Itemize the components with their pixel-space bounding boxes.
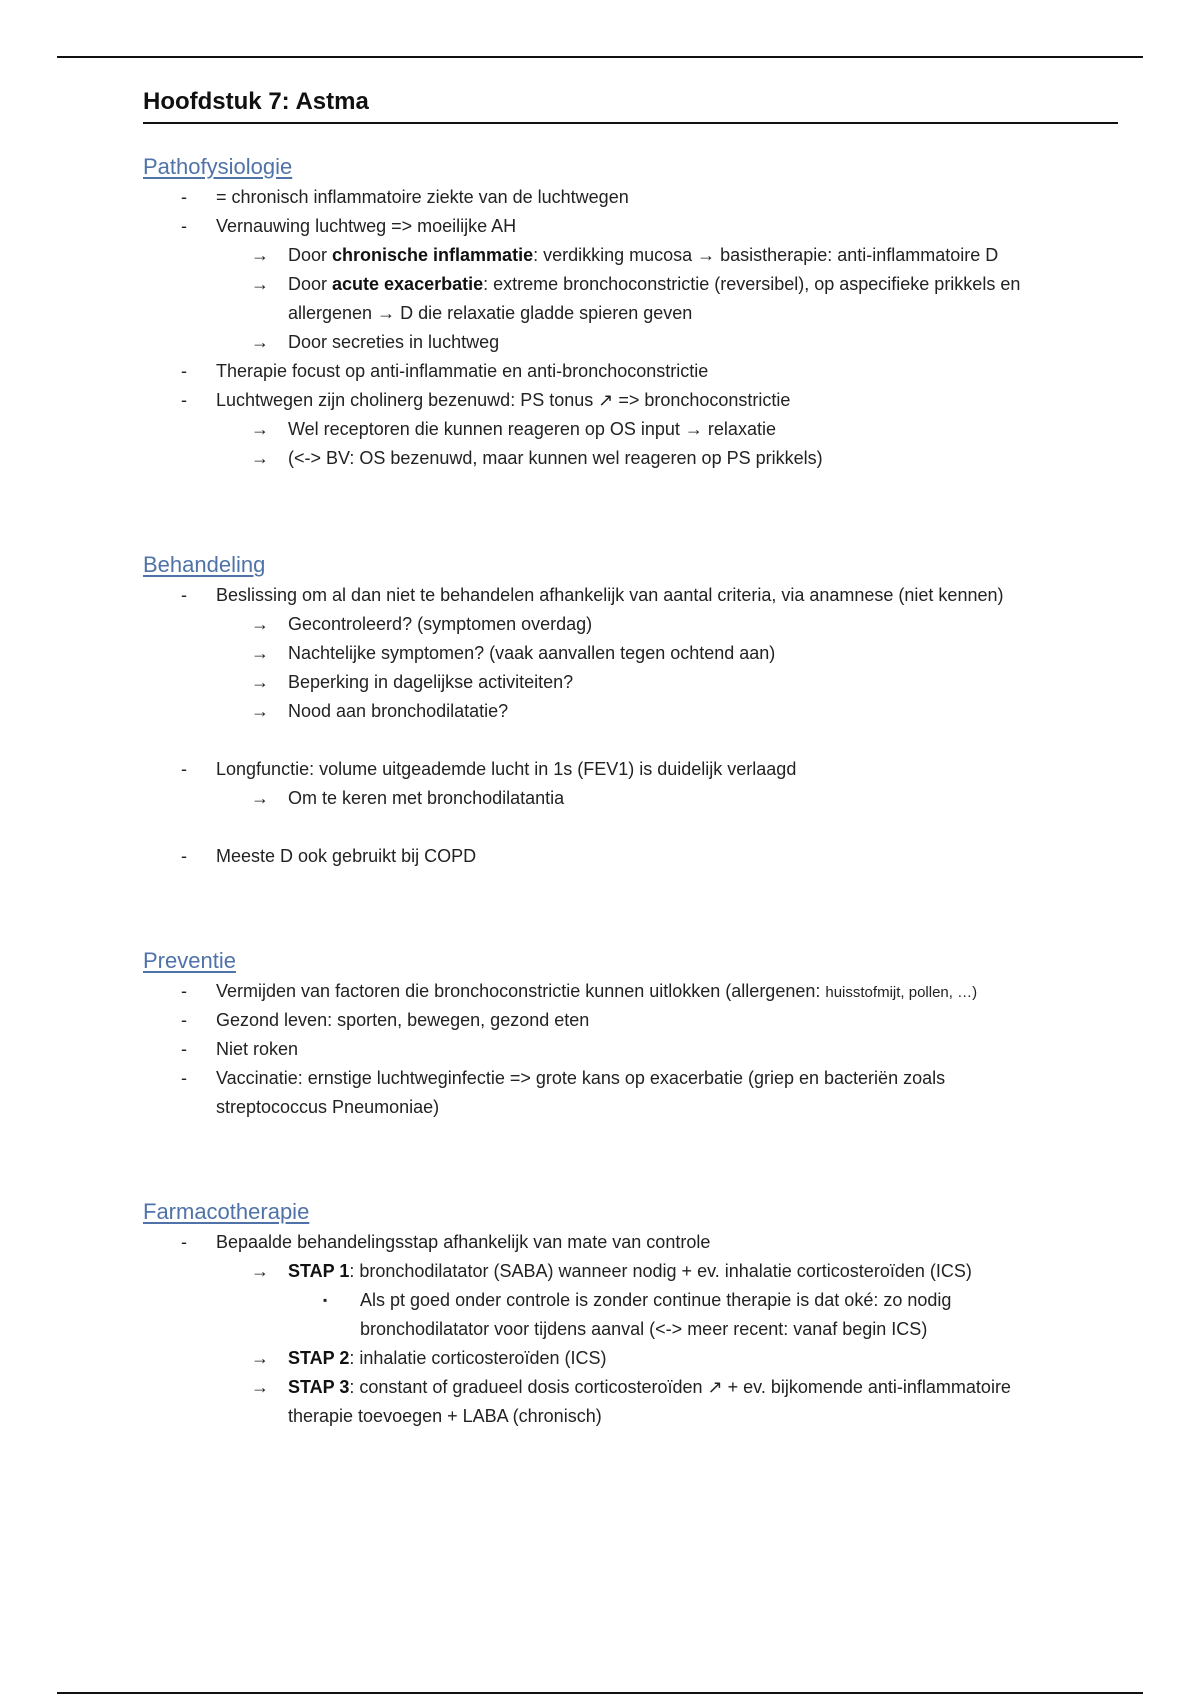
list-item: - Bepaalde behandelingsstap afhankelijk van mate van controle <box>143 1228 1118 1257</box>
top-rule <box>57 56 1143 58</box>
section-pathofysiologie <box>143 151 1118 473</box>
list-item: - Beslissing om al dan niet te behandelen afhankelijk van aantal criteria, via anamnese (niet kennen) <box>143 581 1118 610</box>
arrow-icon: → <box>251 448 269 468</box>
sub-list-item: → Door acute exacerbatie: extreme bronchoconstrictie (reversibel), op aspecifieke prikkels en <box>143 270 1118 299</box>
arrow-icon: → <box>251 1377 269 1397</box>
sub-list-item: → Om te keren met bronchodilatantia <box>143 784 1118 813</box>
list-item-continuation: streptococcus Pneumoniae) <box>216 1097 440 1117</box>
sub-list-item: → Nachtelijke symptomen? (vaak aanvallen tegen ochtend aan) <box>143 639 1118 668</box>
sub-list-item: → STAP 2: inhalatie corticosteroïden (ICS) <box>143 1344 1118 1373</box>
arrow-icon: → <box>251 1261 269 1281</box>
section-heading: Behandeling <box>143 552 266 577</box>
spacer <box>143 726 1118 755</box>
dash-marker: - <box>181 1232 187 1252</box>
sub-list-item-continuation: allergenen → D die relaxatie gladde spieren geven <box>288 303 693 323</box>
dash-marker: - <box>181 361 187 381</box>
dash-marker: - <box>181 216 187 236</box>
sub-list-item: → Beperking in dagelijkse activiteiten? <box>143 668 1118 697</box>
dash-marker: - <box>181 981 187 1001</box>
sub-list-item: → Wel receptoren die kunnen reageren op OS input → relaxatie <box>143 415 1118 444</box>
list-item: - Niet roken <box>143 1035 1118 1064</box>
sub-list-item: → Door secreties in luchtweg <box>143 328 1118 357</box>
list-item: - Therapie focust op anti-inflammatie en anti-bronchoconstrictie <box>143 357 1118 386</box>
bottom-rule <box>57 1692 1143 1694</box>
page-title: Hoofdstuk 7: Astma <box>143 88 1118 124</box>
arrow-icon: → <box>251 419 269 439</box>
section-heading: Farmacotherapie <box>143 1199 310 1224</box>
arrow-icon: → <box>251 245 269 265</box>
dash-marker: - <box>181 1010 187 1030</box>
arrow-icon: → <box>251 614 269 634</box>
arrow-icon: → <box>251 672 269 692</box>
section-heading: Preventie <box>143 948 236 973</box>
sub-list-item: → Door chronische inflammatie: verdikking mucosa → basistherapie: anti-inflammatoire D <box>143 241 1118 270</box>
dash-marker: - <box>181 846 187 866</box>
list-item: - Longfunctie: volume uitgeademde lucht in 1s (FEV1) is duidelijk verlaagd <box>143 755 1118 784</box>
list-item: - Gezond leven: sporten, bewegen, gezond eten <box>143 1006 1118 1035</box>
section-behandeling <box>143 549 1118 871</box>
list-item: - = chronisch inflammatoire ziekte van de luchtwegen <box>143 183 1118 212</box>
list-item: - Meeste D ook gebruikt bij COPD <box>143 842 1118 871</box>
spacer <box>143 813 1118 842</box>
dash-marker: - <box>181 1068 187 1088</box>
sub-list-item: → Nood aan bronchodilatatie? <box>143 697 1118 726</box>
arrow-icon: → <box>251 274 269 294</box>
dash-marker: - <box>181 1039 187 1059</box>
list-item: - Luchtwegen zijn cholinerg bezenuwd: PS tonus ↗ => bronchoconstrictie <box>143 386 1118 415</box>
sub-sub-list-item: ▪ Als pt goed onder controle is zonder continue therapie is dat oké: zo nodig <box>143 1286 1118 1315</box>
section-heading: Pathofysiologie <box>143 154 293 179</box>
arrow-icon: → <box>251 332 269 352</box>
arrow-icon: → <box>251 701 269 721</box>
square-bullet-icon: ▪ <box>323 1293 328 1307</box>
sub-list-item: → (<-> BV: OS bezenuwd, maar kunnen wel reageren op PS prikkels) <box>143 444 1118 473</box>
list-item: - Vernauwing luchtweg => moeilijke AH <box>143 212 1118 241</box>
sub-list-item-continuation: therapie toevoegen + LABA (chronisch) <box>288 1406 602 1426</box>
arrow-icon: → <box>251 1348 269 1368</box>
list-item: - Vaccinatie: ernstige luchtweginfectie => grote kans op exacerbatie (griep en bacteriën zoals <box>143 1064 1118 1093</box>
dash-marker: - <box>181 759 187 779</box>
dash-marker: - <box>181 187 187 207</box>
sub-sub-list-item-continuation: bronchodilatator voor tijdens aanval (<-> meer recent: vanaf begin ICS) <box>360 1319 928 1339</box>
sub-list-item: → Gecontroleerd? (symptomen overdag) <box>143 610 1118 639</box>
sub-list-item: → STAP 1: bronchodilatator (SABA) wanneer nodig + ev. inhalatie corticosteroïden (ICS) <box>143 1257 1118 1286</box>
sub-list-item: → STAP 3: constant of gradueel dosis corticosteroïden ↗ + ev. bijkomende anti-inflammatoire <box>143 1373 1118 1402</box>
arrow-icon: → <box>251 788 269 808</box>
arrow-icon: → <box>251 643 269 663</box>
list-item: - Vermijden van factoren die bronchoconstrictie kunnen uitlokken (allergenen: huisstofmijt, pollen, …) <box>143 977 1118 1006</box>
section-farmacotherapie <box>143 1196 1118 1431</box>
dash-marker: - <box>181 585 187 605</box>
section-preventie <box>143 945 1118 1122</box>
dash-marker: - <box>181 390 187 410</box>
